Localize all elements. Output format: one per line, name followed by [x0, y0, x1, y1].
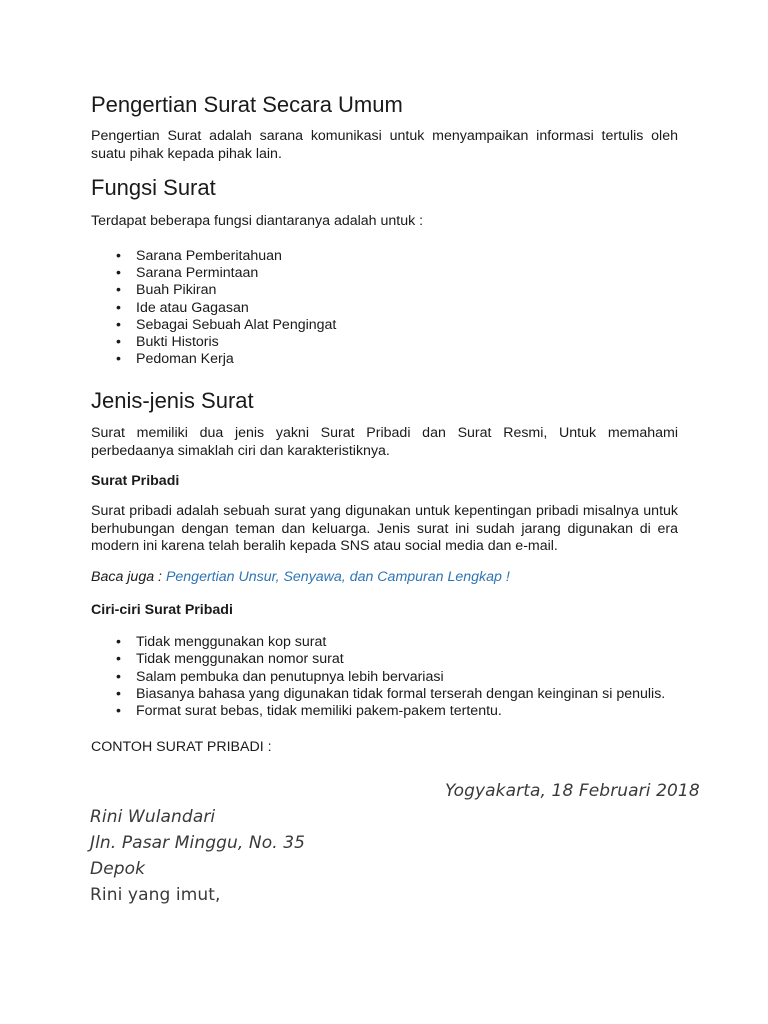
- fungsi-list: [91, 248, 678, 368]
- bullet-icon: •: [116, 685, 121, 702]
- sender-address: Jln. Pasar Minggu, No. 35: [90, 833, 306, 853]
- list-item: • Bukti Historis: [116, 333, 219, 350]
- bullet-icon: •: [116, 248, 121, 265]
- list-item: • Tidak menggunakan kop surat: [116, 634, 327, 651]
- bullet-icon: •: [116, 333, 121, 350]
- bullet-icon: •: [116, 651, 121, 668]
- letter-date: Yogyakarta, 18 Februari 2018: [445, 781, 700, 801]
- heading-fungsi: Fungsi Surat: [91, 175, 216, 201]
- heading-ciri-ciri: Ciri-ciri Surat Pribadi: [91, 602, 233, 619]
- bullet-icon: •: [116, 702, 121, 719]
- list-item: • Buah Pikiran: [116, 282, 217, 299]
- ciri-list: [91, 634, 678, 719]
- baca-juga-link[interactable]: Pengertian Unsur, Senyawa, dan Campuran Lengkap !: [165, 568, 510, 585]
- heading-pengertian: Pengertian Surat Secara Umum: [91, 92, 403, 117]
- document-body: [91, 90, 678, 756]
- bullet-icon: •: [116, 350, 121, 367]
- sender-name: Rini Wulandari: [90, 807, 216, 827]
- bullet-icon: •: [116, 634, 121, 651]
- heading-surat-pribadi: Surat Pribadi: [91, 473, 180, 490]
- jenis-intro: Surat memiliki dua jenis yakni Surat Pribadi dan Surat Resmi, Untuk memahami perbedaanya simaklah ciri dan karakteristiknya.: [91, 425, 678, 459]
- bullet-icon: •: [116, 265, 121, 282]
- list-item: • Format surat bebas, tidak memiliki pakem-pakem tertentu.: [116, 702, 502, 719]
- list-item: • Biasanya bahasa yang digunakan tidak formal terserah dengan keinginan si penulis.: [116, 685, 666, 702]
- list-item: • Sarana Permintaan: [116, 265, 259, 282]
- list-item: • Pedoman Kerja: [116, 350, 234, 367]
- letter-greeting: Rini yang imut,: [90, 885, 221, 905]
- surat-pribadi-paragraph: Surat pribadi adalah sebuah surat yang digunakan untuk kepentingan pribadi misalnya untuk berhubungan dengan teman dan keluarga. Jenis surat ini sudah jarang digunakan di era modern ini karena telah beralih kepada SNS atau social media dan e-mail.: [91, 503, 678, 555]
- contoh-label: CONTOH SURAT PRIBADI :: [91, 738, 272, 755]
- bullet-icon: •: [116, 668, 121, 685]
- list-item: • Salam pembuka dan penutupnya lebih bervariasi: [116, 668, 444, 685]
- bullet-icon: •: [116, 282, 121, 299]
- list-item: • Ide atau Gagasan: [116, 299, 249, 316]
- pengertian-paragraph: Pengertian Surat adalah sarana komunikasi untuk menyampaikan informasi tertulis oleh suatu pihak kepada pihak lain.: [91, 128, 678, 162]
- sender-city: Depok: [90, 859, 146, 879]
- fungsi-intro: Terdapat beberapa fungsi diantaranya adalah untuk :: [91, 212, 424, 229]
- heading-jenis: Jenis-jenis Surat: [91, 387, 254, 413]
- bullet-icon: •: [116, 299, 121, 316]
- baca-juga: [91, 569, 678, 587]
- list-item: • Sebagai Sebuah Alat Pengingat: [116, 316, 337, 333]
- list-item: • Sarana Pemberitahuan: [116, 248, 282, 265]
- letter-sender-block: [90, 804, 305, 908]
- list-item: • Tidak menggunakan nomor surat: [116, 651, 344, 668]
- bullet-icon: •: [116, 316, 121, 333]
- baca-juga-label: Baca juga :: [91, 568, 166, 585]
